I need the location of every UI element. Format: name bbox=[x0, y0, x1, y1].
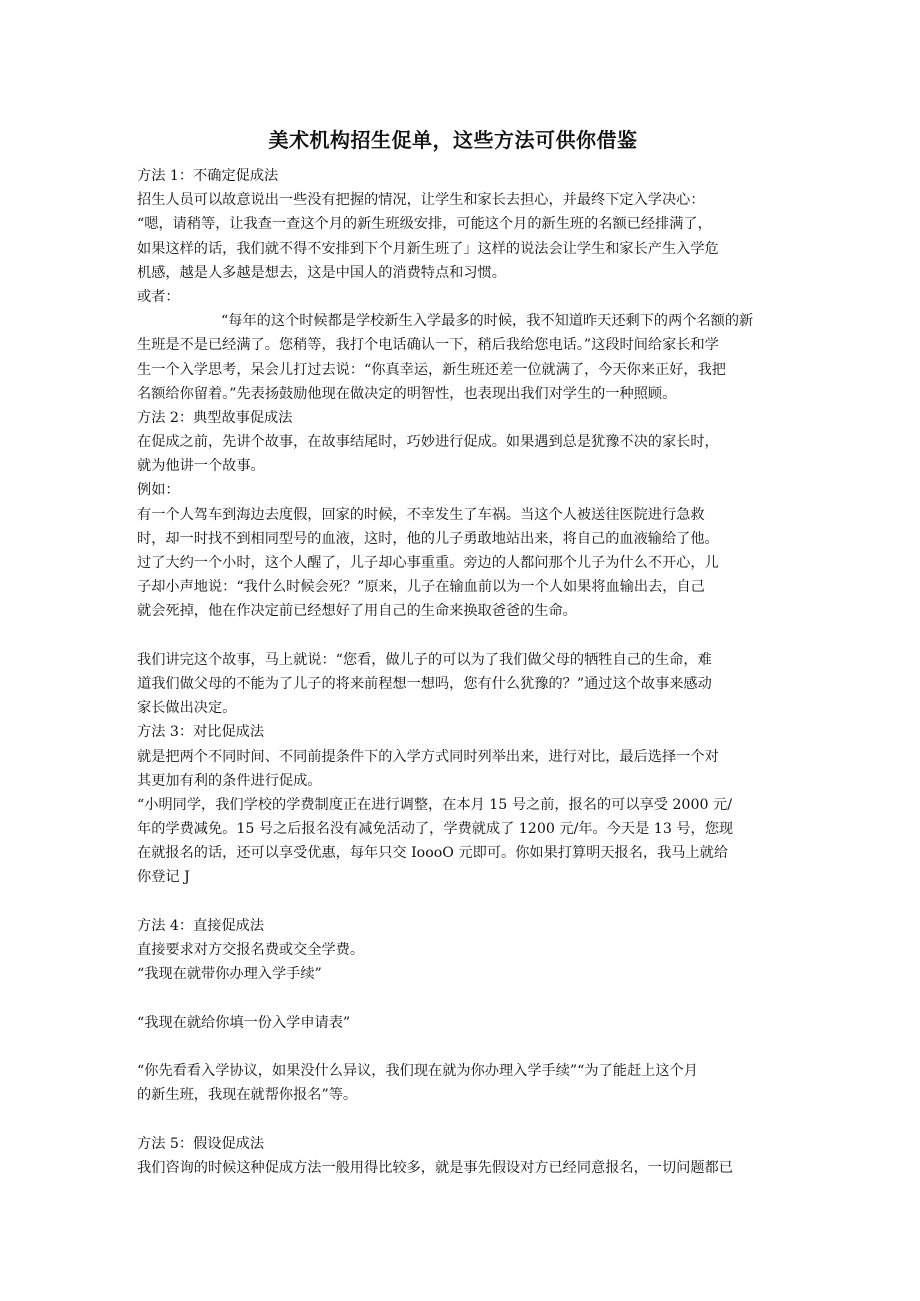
paragraph-line: 我们讲完这个故事，马上就说：“您看，做儿子的可以为了我们做父母的牺牲自己的生命，难 bbox=[137, 651, 712, 668]
or-label: 或者： bbox=[137, 288, 180, 305]
paragraph-line: 年的学费减免。15 号之后报名没有减免活动了，学费就成了 1200 元/年。今天是 13 号，您现 bbox=[137, 821, 734, 838]
paragraph-line: 名额给你留着。”先表扬鼓励他现在做决定的明智性，也表现出我们对学生的一种照顾。 bbox=[137, 385, 677, 402]
paragraph-line: 其更加有利的条件进行促成。 bbox=[137, 772, 322, 789]
blank-line bbox=[137, 986, 777, 1010]
method5-heading: 方法 5：假设促成法 bbox=[137, 1135, 265, 1152]
paragraph-line: 生班是不是已经满了。您稍等，我打个电话确认一下，稍后我给您电话。”这段时间给家长和学 bbox=[137, 337, 719, 354]
paragraph-line: 道我们做父母的不能为了儿子的将来前程想一想吗，您有什么犹豫的？”通过这个故事来感动 bbox=[137, 675, 712, 692]
paragraph-line: “嗯，请稍等，让我查一查这个月的新生班级安排，可能这个月的新生班的名额已经排满了， bbox=[137, 216, 712, 233]
paragraph-line: 如果这样的话，我们就不得不安排到下个月新生班了」这样的说法会让学生和家长产生入学危 bbox=[137, 240, 719, 257]
example-label: 例如： bbox=[137, 482, 180, 499]
story-line: 过了大约一个小时，这个人醒了，儿子却心事重重。旁边的人都问那个儿子为什么不开心，儿 bbox=[137, 555, 719, 571]
paragraph-line: 直接要求对方交报名费或交全学费。 bbox=[137, 942, 365, 958]
paragraph-line: “小明同学，我们学校的学费制度正在进行调整，在本月 15 号之前，报名的可以享受 2000 元/ bbox=[137, 796, 732, 813]
story-line: 就会死掉，他在作决定前已经想好了用自己的生命来换取爸爸的生命。 bbox=[137, 603, 577, 620]
method1-heading: 方法 1：不确定促成法 bbox=[137, 168, 279, 184]
blank-line bbox=[137, 624, 777, 648]
paragraph-line: 就为他讲一个故事。 bbox=[137, 458, 265, 475]
method4-heading: 方法 4：直接促成法 bbox=[137, 917, 265, 934]
blank-line bbox=[137, 890, 777, 914]
document-page bbox=[137, 124, 777, 1180]
paragraph-line: “每年的这个时候都是学校新生入学最多的时候，我不知道昨天还剩下的两个名额的新 bbox=[221, 313, 754, 330]
blank-line bbox=[137, 1035, 777, 1059]
paragraph-line: 家长做出决定。 bbox=[137, 700, 237, 717]
paragraph-line: 就是把两个不同时间、不同前提条件下的入学方式同时列举出来，进行对比，最后选择一个对 bbox=[137, 748, 719, 765]
method2-heading: 方法 2：典型故事促成法 bbox=[137, 409, 293, 426]
paragraph-line: 在就报名的话，还可以享受优惠，每年只交 IoooO 元即可。你如果打算明天报名，我马上就给 bbox=[137, 845, 729, 862]
story-line: 子却小声地说：“我什么时候会死？”原来，儿子在输血前以为一个人如果将血输出去，自己 bbox=[137, 579, 705, 596]
paragraph-line: 你登记 J bbox=[137, 869, 190, 886]
blank-line bbox=[137, 1107, 777, 1131]
paragraph-line: 招生人员可以故意说出一些没有把握的情况，让学生和家长去担心，并最终下定入学决心： bbox=[137, 192, 705, 209]
story-line: 时，却一时找不到相同型号的血液，这时，他的儿子勇敢地站出来，将自己的血液输给了他。 bbox=[137, 530, 719, 547]
paragraph-line: 机感，越是人多越是想去，这是中国人的消费特点和习惯。 bbox=[137, 264, 506, 281]
paragraph-line: 我们咨询的时候这种促成方法一般用得比较多，就是事先假设对方已经同意报名，一切问题都已 bbox=[137, 1159, 733, 1176]
quote-line: 的新生班，我现在就帮你报名”等。 bbox=[137, 1087, 358, 1104]
quote-line: “我现在就给你填一份入学申请表” bbox=[137, 1014, 351, 1031]
quote-line: “你先看看入学协议，如果没什么异议，我们现在就为你办理入学手续”“为了能赶上这个月 bbox=[137, 1062, 698, 1079]
story-line: 有一个人驾车到海边去度假，回家的时候，不幸发生了车祸。当这个人被送往医院进行急救 bbox=[137, 506, 705, 523]
quote-line: “我现在就带你办理入学手续” bbox=[137, 966, 322, 983]
paragraph-line: 在促成之前，先讲个故事，在故事结尾时，巧妙进行促成。如果遇到总是犹豫不决的家长时， bbox=[137, 434, 719, 451]
document-title: 美术机构招生促单，这些方法可供你借鉴 bbox=[268, 128, 638, 152]
paragraph-line: 生一个入学思考，呆会儿打过去说：“你真幸运，新生班还差一位就满了，今天你来正好，我把 bbox=[137, 361, 726, 378]
method3-heading: 方法 3：对比促成法 bbox=[137, 724, 265, 741]
